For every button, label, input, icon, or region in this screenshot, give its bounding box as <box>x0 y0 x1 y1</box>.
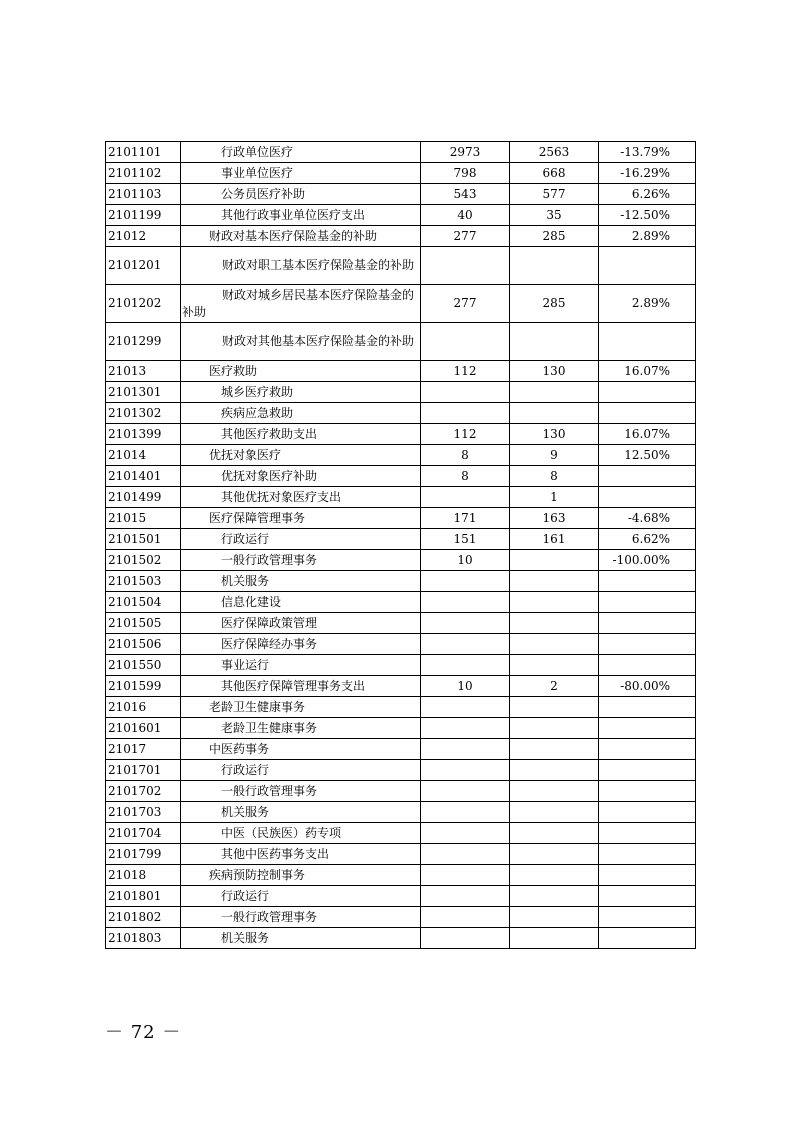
change-pct-cell <box>599 592 696 613</box>
change-pct-cell <box>599 718 696 739</box>
change-pct-cell <box>599 613 696 634</box>
change-pct-cell: 16.07% <box>599 361 696 382</box>
item-name-cell: 财政对职工基本医疗保险基金的补助 <box>181 247 421 285</box>
value-prev-cell <box>421 247 510 285</box>
table-row <box>106 247 696 285</box>
value-prev-cell: 798 <box>421 163 510 184</box>
table-row <box>106 382 696 403</box>
code-cell: 21012 <box>106 226 181 247</box>
value-prev-cell <box>421 865 510 886</box>
value-curr-cell: 668 <box>510 163 599 184</box>
code-cell: 2101501 <box>106 529 181 550</box>
item-name-cell: 财政对基本医疗保险基金的补助 <box>181 226 421 247</box>
code-cell: 2101599 <box>106 676 181 697</box>
item-name-cell: 事业单位医疗 <box>181 163 421 184</box>
item-name-cell: 老龄卫生健康事务 <box>181 697 421 718</box>
table-row <box>106 634 696 655</box>
table-row <box>106 718 696 739</box>
value-prev-cell: 40 <box>421 205 510 226</box>
value-prev-cell <box>421 886 510 907</box>
change-pct-cell: 2.89% <box>599 285 696 323</box>
item-name-cell: 机关服务 <box>181 571 421 592</box>
value-prev-cell <box>421 907 510 928</box>
value-prev-cell <box>421 382 510 403</box>
table-row <box>106 285 696 323</box>
value-prev-cell <box>421 697 510 718</box>
item-name-cell: 一般行政管理事务 <box>181 550 421 571</box>
value-curr-cell <box>510 382 599 403</box>
code-cell: 2101299 <box>106 323 181 361</box>
table-row <box>106 529 696 550</box>
code-cell: 2101601 <box>106 718 181 739</box>
code-cell: 2101702 <box>106 781 181 802</box>
change-pct-cell <box>599 247 696 285</box>
item-name-cell: 财政对其他基本医疗保险基金的补助 <box>181 323 421 361</box>
value-curr-cell <box>510 844 599 865</box>
value-prev-cell: 112 <box>421 424 510 445</box>
code-cell: 2101202 <box>106 285 181 323</box>
table-row <box>106 571 696 592</box>
item-name-cell: 机关服务 <box>181 928 421 949</box>
value-prev-cell <box>421 823 510 844</box>
code-cell: 21016 <box>106 697 181 718</box>
change-pct-cell: -16.29% <box>599 163 696 184</box>
code-cell: 2101505 <box>106 613 181 634</box>
value-prev-cell: 151 <box>421 529 510 550</box>
table-row <box>106 865 696 886</box>
value-curr-cell: 285 <box>510 226 599 247</box>
value-prev-cell <box>421 571 510 592</box>
change-pct-cell <box>599 760 696 781</box>
item-name-cell: 疾病应急救助 <box>181 403 421 424</box>
change-pct-cell <box>599 865 696 886</box>
change-pct-cell: -13.79% <box>599 142 696 163</box>
value-curr-cell: 130 <box>510 424 599 445</box>
table-row <box>106 445 696 466</box>
value-curr-cell: 8 <box>510 466 599 487</box>
value-curr-cell <box>510 697 599 718</box>
budget-table <box>105 141 696 949</box>
value-prev-cell: 8 <box>421 466 510 487</box>
value-prev-cell: 171 <box>421 508 510 529</box>
value-curr-cell <box>510 760 599 781</box>
table-row <box>106 760 696 781</box>
value-curr-cell <box>510 781 599 802</box>
change-pct-cell <box>599 571 696 592</box>
value-prev-cell: 543 <box>421 184 510 205</box>
change-pct-cell: 6.26% <box>599 184 696 205</box>
table-row <box>106 802 696 823</box>
table-row <box>106 676 696 697</box>
change-pct-cell <box>599 886 696 907</box>
value-curr-cell <box>510 865 599 886</box>
item-name-cell: 行政单位医疗 <box>181 142 421 163</box>
code-cell: 2101703 <box>106 802 181 823</box>
change-pct-cell <box>599 323 696 361</box>
value-curr-cell <box>510 571 599 592</box>
change-pct-cell <box>599 781 696 802</box>
value-prev-cell: 277 <box>421 285 510 323</box>
item-name-cell: 行政运行 <box>181 886 421 907</box>
table-row <box>106 424 696 445</box>
table-row <box>106 163 696 184</box>
value-curr-cell: 1 <box>510 487 599 508</box>
value-prev-cell: 10 <box>421 550 510 571</box>
change-pct-cell: 2.89% <box>599 226 696 247</box>
item-name-cell: 财政对城乡居民基本医疗保险基金的补助 <box>181 285 421 323</box>
value-prev-cell: 2973 <box>421 142 510 163</box>
value-curr-cell <box>510 928 599 949</box>
value-curr-cell <box>510 592 599 613</box>
item-name-cell: 中医药事务 <box>181 739 421 760</box>
value-prev-cell: 112 <box>421 361 510 382</box>
table-row <box>106 697 696 718</box>
value-curr-cell: 2563 <box>510 142 599 163</box>
value-curr-cell <box>510 739 599 760</box>
change-pct-cell: -80.00% <box>599 676 696 697</box>
table-row <box>106 907 696 928</box>
item-name-cell: 中医（民族医）药专项 <box>181 823 421 844</box>
value-curr-cell <box>510 403 599 424</box>
value-prev-cell <box>421 781 510 802</box>
code-cell: 2101701 <box>106 760 181 781</box>
table-row <box>106 142 696 163</box>
value-curr-cell <box>510 907 599 928</box>
value-prev-cell <box>421 844 510 865</box>
code-cell: 21014 <box>106 445 181 466</box>
change-pct-cell <box>599 844 696 865</box>
value-curr-cell <box>510 634 599 655</box>
value-prev-cell <box>421 760 510 781</box>
code-cell: 2101506 <box>106 634 181 655</box>
code-cell: 2101103 <box>106 184 181 205</box>
code-cell: 2101803 <box>106 928 181 949</box>
value-prev-cell <box>421 592 510 613</box>
code-cell: 2101504 <box>106 592 181 613</box>
item-name-cell: 一般行政管理事务 <box>181 781 421 802</box>
value-prev-cell: 8 <box>421 445 510 466</box>
value-curr-cell: 577 <box>510 184 599 205</box>
code-cell: 21017 <box>106 739 181 760</box>
change-pct-cell <box>599 823 696 844</box>
value-curr-cell: 35 <box>510 205 599 226</box>
value-prev-cell <box>421 655 510 676</box>
item-name-cell: 其他优抚对象医疗支出 <box>181 487 421 508</box>
item-name-cell: 一般行政管理事务 <box>181 907 421 928</box>
value-curr-cell: 161 <box>510 529 599 550</box>
item-name-cell: 医疗保障经办事务 <box>181 634 421 655</box>
value-curr-cell: 285 <box>510 285 599 323</box>
code-cell: 2101301 <box>106 382 181 403</box>
change-pct-cell <box>599 802 696 823</box>
value-curr-cell: 163 <box>510 508 599 529</box>
item-name-cell: 公务员医疗补助 <box>181 184 421 205</box>
code-cell: 2101502 <box>106 550 181 571</box>
table-row <box>106 226 696 247</box>
value-prev-cell <box>421 634 510 655</box>
item-name-cell: 优抚对象医疗补助 <box>181 466 421 487</box>
change-pct-cell <box>599 907 696 928</box>
item-name-cell: 城乡医疗救助 <box>181 382 421 403</box>
table-row <box>106 823 696 844</box>
table-row <box>106 613 696 634</box>
item-name-cell: 优抚对象医疗 <box>181 445 421 466</box>
value-curr-cell <box>510 323 599 361</box>
code-cell: 2101802 <box>106 907 181 928</box>
change-pct-cell: 6.62% <box>599 529 696 550</box>
code-cell: 21013 <box>106 361 181 382</box>
value-curr-cell <box>510 550 599 571</box>
code-cell: 2101399 <box>106 424 181 445</box>
value-curr-cell <box>510 613 599 634</box>
value-curr-cell <box>510 823 599 844</box>
table-row <box>106 844 696 865</box>
item-name-cell: 医疗保障政策管理 <box>181 613 421 634</box>
page-number: － 72 － <box>105 1022 182 1043</box>
item-name-cell: 医疗救助 <box>181 361 421 382</box>
change-pct-cell <box>599 697 696 718</box>
code-cell: 2101101 <box>106 142 181 163</box>
table-row <box>106 205 696 226</box>
code-cell: 2101499 <box>106 487 181 508</box>
item-name-cell: 其他行政事业单位医疗支出 <box>181 205 421 226</box>
code-cell: 2101503 <box>106 571 181 592</box>
change-pct-cell <box>599 928 696 949</box>
value-prev-cell <box>421 928 510 949</box>
change-pct-cell: 12.50% <box>599 445 696 466</box>
change-pct-cell: 16.07% <box>599 424 696 445</box>
table-body <box>106 142 696 949</box>
value-curr-cell <box>510 802 599 823</box>
table-row <box>106 508 696 529</box>
table-row <box>106 487 696 508</box>
table-row <box>106 466 696 487</box>
code-cell: 2101302 <box>106 403 181 424</box>
value-prev-cell <box>421 802 510 823</box>
change-pct-cell: -4.68% <box>599 508 696 529</box>
value-prev-cell: 277 <box>421 226 510 247</box>
table-row <box>106 323 696 361</box>
value-curr-cell <box>510 247 599 285</box>
change-pct-cell <box>599 403 696 424</box>
item-name-cell: 机关服务 <box>181 802 421 823</box>
item-name-cell: 医疗保障管理事务 <box>181 508 421 529</box>
code-cell: 2101201 <box>106 247 181 285</box>
code-cell: 2101704 <box>106 823 181 844</box>
value-prev-cell <box>421 613 510 634</box>
code-cell: 2101799 <box>106 844 181 865</box>
value-curr-cell <box>510 886 599 907</box>
code-cell: 2101401 <box>106 466 181 487</box>
table-row <box>106 739 696 760</box>
value-curr-cell: 130 <box>510 361 599 382</box>
value-prev-cell <box>421 718 510 739</box>
code-cell: 2101550 <box>106 655 181 676</box>
code-cell: 2101102 <box>106 163 181 184</box>
item-name-cell: 疾病预防控制事务 <box>181 865 421 886</box>
value-curr-cell: 9 <box>510 445 599 466</box>
item-name-cell: 其他医疗保障管理事务支出 <box>181 676 421 697</box>
item-name-cell: 老龄卫生健康事务 <box>181 718 421 739</box>
change-pct-cell <box>599 487 696 508</box>
change-pct-cell <box>599 655 696 676</box>
change-pct-cell: -100.00% <box>599 550 696 571</box>
table-row <box>106 781 696 802</box>
value-prev-cell: 10 <box>421 676 510 697</box>
table-row <box>106 361 696 382</box>
item-name-cell: 行政运行 <box>181 529 421 550</box>
code-cell: 2101199 <box>106 205 181 226</box>
item-name-cell: 事业运行 <box>181 655 421 676</box>
change-pct-cell <box>599 739 696 760</box>
table-row <box>106 184 696 205</box>
item-name-cell: 行政运行 <box>181 760 421 781</box>
value-curr-cell <box>510 655 599 676</box>
change-pct-cell <box>599 634 696 655</box>
change-pct-cell <box>599 382 696 403</box>
table-row <box>106 928 696 949</box>
value-prev-cell <box>421 323 510 361</box>
change-pct-cell <box>599 466 696 487</box>
value-prev-cell <box>421 739 510 760</box>
item-name-cell: 信息化建设 <box>181 592 421 613</box>
code-cell: 21015 <box>106 508 181 529</box>
table-row <box>106 592 696 613</box>
code-cell: 21018 <box>106 865 181 886</box>
code-cell: 2101801 <box>106 886 181 907</box>
value-curr-cell: 2 <box>510 676 599 697</box>
table-row <box>106 886 696 907</box>
table-row <box>106 403 696 424</box>
item-name-cell: 其他医疗救助支出 <box>181 424 421 445</box>
value-prev-cell <box>421 403 510 424</box>
value-prev-cell <box>421 487 510 508</box>
item-name-cell: 其他中医药事务支出 <box>181 844 421 865</box>
change-pct-cell: -12.50% <box>599 205 696 226</box>
table-row <box>106 655 696 676</box>
table-row <box>106 550 696 571</box>
value-curr-cell <box>510 718 599 739</box>
